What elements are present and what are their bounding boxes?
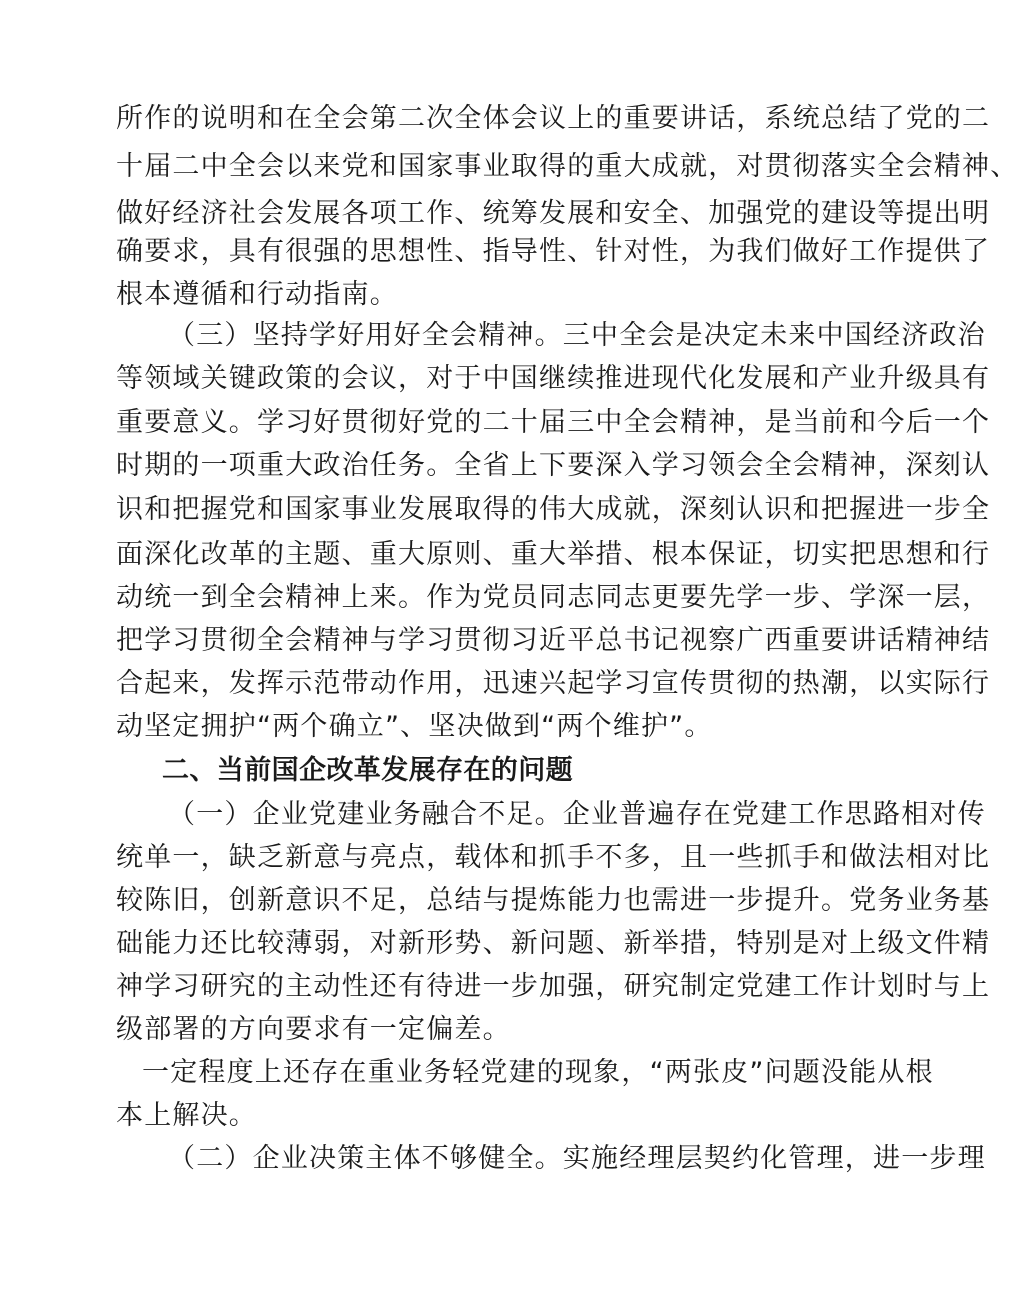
subsection-paragraph-start: （二）企业决策主体不够健全。实施经理层契约化管理，进一步理 bbox=[168, 1143, 986, 1174]
body-text-line: 面深化改革的主题、重大原则、重大举措、根本保证，切实把思想和行 bbox=[116, 539, 991, 570]
paragraph-start: 一定程度上还存在重业务轻党建的现象，“两张皮”问题没能从根 bbox=[142, 1057, 934, 1088]
subsection-paragraph-start: （三）坚持学好用好全会精神。三中全会是决定未来中国经济政治 bbox=[168, 320, 986, 351]
body-text-line: 识和把握党和国家事业发展取得的伟大成就，深刻认识和把握进一步全 bbox=[116, 494, 991, 525]
body-text-line: 动坚定拥护“两个确立”、坚决做到“两个维护”。 bbox=[116, 711, 713, 742]
body-text-line: 时期的一项重大政治任务。全省上下要深入学习领会全会精神，深刻认 bbox=[116, 450, 991, 481]
body-text-line: 合起来，发挥示范带动作用，迅速兴起学习宣传贯彻的热潮，以实际行 bbox=[116, 668, 991, 699]
body-text-line: 级部署的方向要求有一定偏差。 bbox=[116, 1014, 511, 1045]
body-text-line: 等领域关键政策的会议，对于中国继续推进现代化发展和产业升级具有 bbox=[116, 363, 991, 394]
body-text-line: 根本遵循和行动指南。 bbox=[116, 279, 398, 310]
body-text-line: 较陈旧，创新意识不足，总结与提炼能力也需进一步提升。党务业务基 bbox=[116, 885, 991, 916]
body-text-line: 把学习贯彻全会精神与学习贯彻习近平总书记视察广西重要讲话精神结 bbox=[116, 625, 991, 656]
body-text-line: 重要意义。学习好贯彻好党的二十届三中全会精神，是当前和今后一个 bbox=[116, 407, 991, 438]
body-text-line: 础能力还比较薄弱，对新形势、新问题、新举措，特别是对上级文件精 bbox=[116, 928, 991, 959]
body-text-line: 动统一到全会精神上来。作为党员同志同志更要先学一步、学深一层， bbox=[116, 582, 991, 613]
body-text-line: 做好经济社会发展各项工作、统筹发展和安全、加强党的建设等提出明 bbox=[116, 198, 991, 229]
body-text-line: 神学习研究的主动性还有待进一步加强，研究制定党建工作计划时与上 bbox=[116, 971, 991, 1002]
body-text-line: 确要求，具有很强的思想性、指导性、针对性，为我们做好工作提供了 bbox=[116, 236, 991, 267]
body-text-line: 统单一，缺乏新意与亮点，载体和抓手不多，且一些抓手和做法相对比 bbox=[116, 842, 991, 873]
body-text-line: 本上解决。 bbox=[116, 1100, 257, 1131]
body-text-line: 所作的说明和在全会第二次全体会议上的重要讲话，系统总结了党的二 bbox=[116, 103, 991, 134]
subsection-paragraph-start: （一）企业党建业务融合不足。企业普遍存在党建工作思路相对传 bbox=[168, 799, 986, 830]
body-text-line: 十届二中全会以来党和国家事业取得的重大成就，对贯彻落实全会精神、 bbox=[116, 151, 1018, 182]
section-heading: 二、当前国企改革发展存在的问题 bbox=[162, 755, 573, 786]
